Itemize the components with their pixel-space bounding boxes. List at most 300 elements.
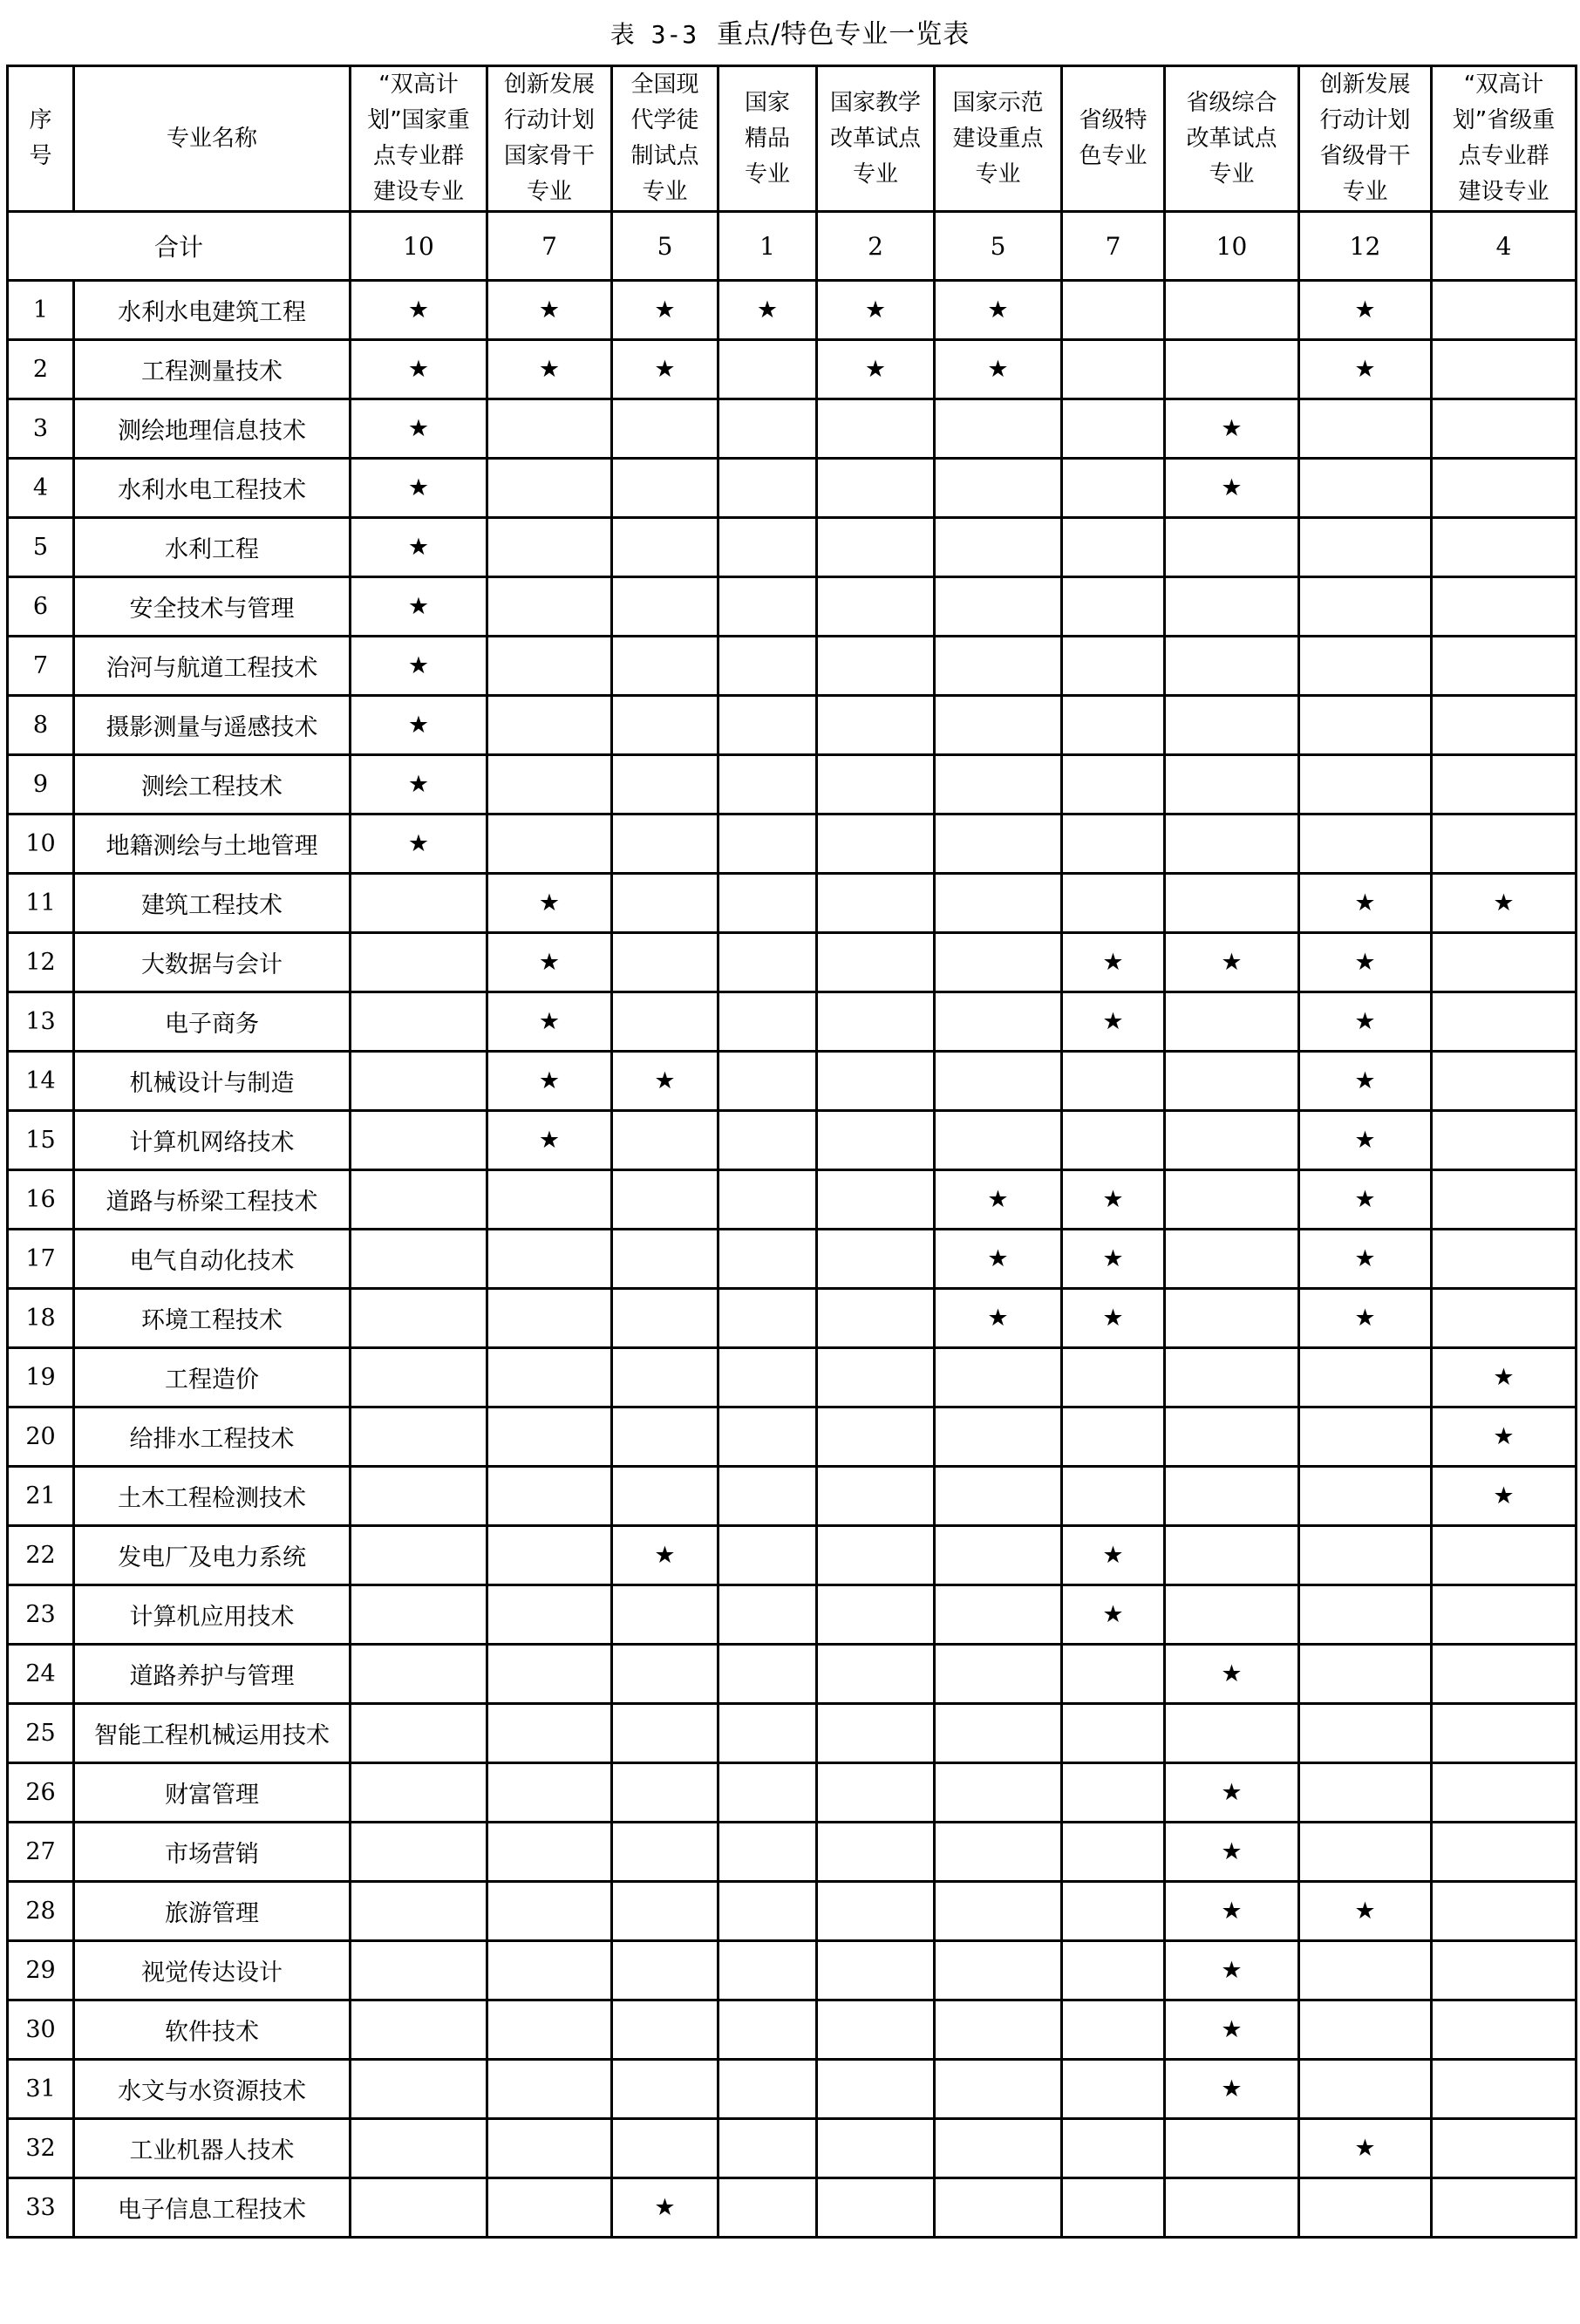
table-row xyxy=(8,1348,1577,1407)
star-icon: ★ xyxy=(1354,1898,1376,1925)
row-index: 31 xyxy=(8,2060,74,2119)
total-value: 12 xyxy=(1299,212,1432,281)
table-row xyxy=(8,1407,1577,1467)
row-index: 11 xyxy=(8,874,74,933)
mark-cell xyxy=(1432,1111,1577,1170)
major-name: 安全技术与管理 xyxy=(74,577,351,637)
mark-cell xyxy=(1165,874,1299,933)
table-row xyxy=(8,1704,1577,1763)
mark-cell xyxy=(1062,2119,1165,2178)
mark-cell xyxy=(1299,340,1432,399)
star-icon: ★ xyxy=(407,593,430,620)
table-row xyxy=(8,1526,1577,1585)
star-icon: ★ xyxy=(1221,415,1243,442)
star-icon: ★ xyxy=(1221,2075,1243,2103)
mark-cell xyxy=(487,518,612,577)
mark-cell xyxy=(817,1052,935,1111)
star-icon: ★ xyxy=(407,415,430,442)
header-line: 点专业群 xyxy=(1458,143,1549,169)
star-icon: ★ xyxy=(1354,889,1376,917)
table-row xyxy=(8,399,1577,459)
table-row xyxy=(8,2178,1577,2238)
mark-cell xyxy=(1165,1941,1299,2000)
total-value: 7 xyxy=(487,212,612,281)
mark-cell xyxy=(612,814,718,874)
star-icon: ★ xyxy=(1102,1601,1124,1628)
mark-cell xyxy=(1165,1348,1299,1407)
mark-cell xyxy=(1432,2178,1577,2238)
mark-cell xyxy=(935,1645,1062,1704)
mark-cell xyxy=(1299,1526,1432,1585)
mark-cell xyxy=(817,1823,935,1882)
mark-cell xyxy=(817,814,935,874)
header-index: 序 号 xyxy=(8,66,74,212)
mark-cell xyxy=(1432,1704,1577,1763)
mark-cell xyxy=(487,1882,612,1941)
star-icon: ★ xyxy=(1102,1186,1124,1213)
header-line: “双高计 xyxy=(378,72,459,98)
table-row xyxy=(8,281,1577,340)
mark-cell xyxy=(718,1585,817,1645)
row-index: 27 xyxy=(8,1823,74,1882)
mark-cell xyxy=(1299,1823,1432,1882)
major-name: 环境工程技术 xyxy=(74,1289,351,1348)
row-index: 33 xyxy=(8,2178,74,2238)
major-name: 旅游管理 xyxy=(74,1882,351,1941)
mark-cell xyxy=(351,1052,487,1111)
mark-cell xyxy=(487,2119,612,2178)
mark-cell xyxy=(1062,1941,1165,2000)
mark-cell xyxy=(1299,992,1432,1052)
mark-cell xyxy=(1165,1585,1299,1645)
mark-cell xyxy=(718,696,817,755)
mark-cell xyxy=(1062,518,1165,577)
mark-cell xyxy=(351,1882,487,1941)
header-line: 点专业群 xyxy=(372,143,464,169)
table-number: 表 3-3 xyxy=(610,20,698,49)
header-line: 专业 xyxy=(1209,160,1255,187)
header-line: 国家骨干 xyxy=(503,143,595,169)
mark-cell xyxy=(1062,1052,1165,1111)
mark-cell xyxy=(1432,1407,1577,1467)
table-row xyxy=(8,1645,1577,1704)
header-cat-4 xyxy=(718,66,817,212)
mark-cell xyxy=(1432,755,1577,814)
mark-cell xyxy=(1432,1467,1577,1526)
star-icon: ★ xyxy=(1493,1364,1515,1391)
header-line: 省级综合 xyxy=(1186,89,1277,116)
mark-cell xyxy=(935,874,1062,933)
mark-cell xyxy=(612,2178,718,2238)
star-icon: ★ xyxy=(1354,2135,1376,2162)
mark-cell xyxy=(1165,1052,1299,1111)
mark-cell xyxy=(935,518,1062,577)
mark-cell xyxy=(1062,1111,1165,1170)
mark-cell xyxy=(817,281,935,340)
mark-cell xyxy=(817,399,935,459)
major-name: 工程测量技术 xyxy=(74,340,351,399)
mark-cell xyxy=(1299,1230,1432,1289)
row-index: 13 xyxy=(8,992,74,1052)
mark-cell xyxy=(487,1941,612,2000)
star-icon: ★ xyxy=(1354,949,1376,976)
mark-cell xyxy=(935,2178,1062,2238)
mark-cell xyxy=(1165,1467,1299,1526)
major-name: 电气自动化技术 xyxy=(74,1230,351,1289)
mark-cell xyxy=(1165,2060,1299,2119)
mark-cell xyxy=(612,2060,718,2119)
total-value: 5 xyxy=(612,212,718,281)
mark-cell xyxy=(1299,1348,1432,1407)
mark-cell xyxy=(935,2000,1062,2060)
mark-cell xyxy=(817,1170,935,1230)
mark-cell xyxy=(351,1585,487,1645)
mark-cell xyxy=(817,459,935,518)
mark-cell xyxy=(1165,1230,1299,1289)
mark-cell xyxy=(487,992,612,1052)
star-icon: ★ xyxy=(1354,1008,1376,1035)
star-icon: ★ xyxy=(407,474,430,501)
mark-cell xyxy=(718,1348,817,1407)
mark-cell xyxy=(1165,340,1299,399)
mark-cell xyxy=(612,1230,718,1289)
mark-cell xyxy=(351,1704,487,1763)
mark-cell xyxy=(1299,2000,1432,2060)
table-row xyxy=(8,1170,1577,1230)
total-row xyxy=(8,212,1577,281)
mark-cell xyxy=(1062,814,1165,874)
mark-cell xyxy=(718,2119,817,2178)
header-cat-1 xyxy=(351,66,487,212)
mark-cell xyxy=(1062,874,1165,933)
row-index: 2 xyxy=(8,340,74,399)
mark-cell xyxy=(817,696,935,755)
mark-cell xyxy=(1165,399,1299,459)
mark-cell xyxy=(935,1289,1062,1348)
mark-cell xyxy=(612,696,718,755)
row-index: 24 xyxy=(8,1645,74,1704)
mark-cell xyxy=(817,2178,935,2238)
mark-cell xyxy=(351,874,487,933)
row-index: 30 xyxy=(8,2000,74,2060)
star-icon: ★ xyxy=(1354,1305,1376,1332)
table-row xyxy=(8,1941,1577,2000)
star-icon: ★ xyxy=(1102,1542,1124,1569)
mark-cell xyxy=(817,874,935,933)
mark-cell xyxy=(1432,814,1577,874)
mark-cell xyxy=(1299,1585,1432,1645)
mark-cell xyxy=(718,399,817,459)
mark-cell xyxy=(718,1645,817,1704)
major-name: 道路与桥梁工程技术 xyxy=(74,1170,351,1230)
mark-cell xyxy=(487,1230,612,1289)
mark-cell xyxy=(1299,755,1432,814)
mark-cell xyxy=(612,755,718,814)
major-name: 发电厂及电力系统 xyxy=(74,1526,351,1585)
mark-cell xyxy=(487,1407,612,1467)
major-name: 治河与航道工程技术 xyxy=(74,637,351,696)
mark-cell xyxy=(1299,459,1432,518)
mark-cell xyxy=(1432,2060,1577,2119)
major-name: 测绘工程技术 xyxy=(74,755,351,814)
mark-cell xyxy=(1432,1823,1577,1882)
mark-cell xyxy=(817,637,935,696)
mark-cell xyxy=(718,992,817,1052)
mark-cell xyxy=(1432,577,1577,637)
mark-cell xyxy=(1062,1882,1165,1941)
major-name: 地籍测绘与土地管理 xyxy=(74,814,351,874)
mark-cell xyxy=(612,399,718,459)
table-row xyxy=(8,874,1577,933)
mark-cell xyxy=(935,755,1062,814)
mark-cell xyxy=(1432,933,1577,992)
header-line: 创新发展 xyxy=(1319,72,1411,98)
star-icon: ★ xyxy=(987,356,1009,383)
mark-cell xyxy=(817,1704,935,1763)
major-name: 道路养护与管理 xyxy=(74,1645,351,1704)
mark-cell xyxy=(935,1704,1062,1763)
mark-cell xyxy=(351,1348,487,1407)
major-name: 摄影测量与遥感技术 xyxy=(74,696,351,755)
mark-cell xyxy=(351,2119,487,2178)
mark-cell xyxy=(1165,577,1299,637)
mark-cell xyxy=(351,340,487,399)
mark-cell xyxy=(1299,1645,1432,1704)
mark-cell xyxy=(817,1467,935,1526)
row-index: 16 xyxy=(8,1170,74,1230)
mark-cell xyxy=(1299,1170,1432,1230)
total-label: 合计 xyxy=(8,212,351,281)
star-icon: ★ xyxy=(1102,1245,1124,1272)
total-value: 5 xyxy=(935,212,1062,281)
mark-cell xyxy=(817,1941,935,2000)
major-name: 土木工程检测技术 xyxy=(74,1467,351,1526)
mark-cell xyxy=(1165,1823,1299,1882)
total-value: 1 xyxy=(718,212,817,281)
star-icon: ★ xyxy=(1354,1245,1376,1272)
mark-cell xyxy=(1299,874,1432,933)
mark-cell xyxy=(935,637,1062,696)
mark-cell xyxy=(1062,1289,1165,1348)
header-line: 改革试点 xyxy=(829,125,921,152)
row-index: 17 xyxy=(8,1230,74,1289)
mark-cell xyxy=(612,1407,718,1467)
mark-cell xyxy=(1299,1289,1432,1348)
mark-cell xyxy=(817,1585,935,1645)
mark-cell xyxy=(1299,2119,1432,2178)
mark-cell xyxy=(817,1289,935,1348)
mark-cell xyxy=(1062,1348,1165,1407)
mark-cell xyxy=(1165,1763,1299,1823)
mark-cell xyxy=(1299,518,1432,577)
mark-cell xyxy=(1165,755,1299,814)
mark-cell xyxy=(718,1407,817,1467)
mark-cell xyxy=(351,459,487,518)
header-name: 专业名称 xyxy=(74,66,351,212)
mark-cell xyxy=(1432,1230,1577,1289)
mark-cell xyxy=(1432,1941,1577,2000)
mark-cell xyxy=(351,2178,487,2238)
mark-cell xyxy=(718,2000,817,2060)
mark-cell xyxy=(487,1170,612,1230)
mark-cell xyxy=(1165,1526,1299,1585)
mark-cell xyxy=(1165,1407,1299,1467)
mark-cell xyxy=(1062,1407,1165,1467)
mark-cell xyxy=(487,1585,612,1645)
mark-cell xyxy=(1299,1704,1432,1763)
header-line: 省级骨干 xyxy=(1319,143,1411,169)
mark-cell xyxy=(935,2060,1062,2119)
star-icon: ★ xyxy=(1221,1660,1243,1687)
mark-cell xyxy=(1299,1111,1432,1170)
mark-cell xyxy=(817,340,935,399)
mark-cell xyxy=(351,992,487,1052)
star-icon: ★ xyxy=(1493,1482,1515,1510)
mark-cell xyxy=(351,1111,487,1170)
mark-cell xyxy=(612,1526,718,1585)
mark-cell xyxy=(612,1645,718,1704)
table-row xyxy=(8,1823,1577,1882)
mark-cell xyxy=(1062,696,1165,755)
mark-cell xyxy=(1062,1230,1165,1289)
header-line: 专业 xyxy=(744,160,790,187)
mark-cell xyxy=(351,1407,487,1467)
mark-cell xyxy=(718,814,817,874)
row-index: 4 xyxy=(8,459,74,518)
star-icon: ★ xyxy=(756,296,779,324)
majors-table xyxy=(6,65,1577,2239)
table-row xyxy=(8,1111,1577,1170)
star-icon: ★ xyxy=(1354,1186,1376,1213)
mark-cell xyxy=(612,518,718,577)
mark-cell xyxy=(1165,814,1299,874)
mark-cell xyxy=(351,2000,487,2060)
header-line: “双高计 xyxy=(1463,72,1544,98)
mark-cell xyxy=(487,1467,612,1526)
mark-cell xyxy=(1165,1645,1299,1704)
header-line: 划”国家重 xyxy=(367,107,470,133)
row-index: 8 xyxy=(8,696,74,755)
mark-cell xyxy=(718,1289,817,1348)
mark-cell xyxy=(718,1230,817,1289)
mark-cell xyxy=(612,1348,718,1407)
mark-cell xyxy=(487,1111,612,1170)
mark-cell xyxy=(1299,1052,1432,1111)
mark-cell xyxy=(487,1052,612,1111)
mark-cell xyxy=(487,1289,612,1348)
mark-cell xyxy=(612,1704,718,1763)
mark-cell xyxy=(718,577,817,637)
star-icon: ★ xyxy=(654,2194,676,2221)
mark-cell xyxy=(1299,399,1432,459)
star-icon: ★ xyxy=(407,712,430,739)
mark-cell xyxy=(487,696,612,755)
mark-cell xyxy=(817,1348,935,1407)
row-index: 21 xyxy=(8,1467,74,1526)
major-name: 大数据与会计 xyxy=(74,933,351,992)
mark-cell xyxy=(1432,399,1577,459)
mark-cell xyxy=(612,577,718,637)
row-index: 29 xyxy=(8,1941,74,2000)
mark-cell xyxy=(487,1823,612,1882)
major-name: 水利水电建筑工程 xyxy=(74,281,351,340)
star-icon: ★ xyxy=(987,1245,1009,1272)
star-icon: ★ xyxy=(407,830,430,857)
mark-cell xyxy=(935,696,1062,755)
mark-cell xyxy=(1062,1763,1165,1823)
mark-cell xyxy=(1062,459,1165,518)
mark-cell xyxy=(1432,1348,1577,1407)
major-name: 工业机器人技术 xyxy=(74,2119,351,2178)
row-index: 3 xyxy=(8,399,74,459)
mark-cell xyxy=(487,281,612,340)
total-value: 2 xyxy=(817,212,935,281)
mark-cell xyxy=(612,459,718,518)
star-icon: ★ xyxy=(1221,949,1243,976)
mark-cell xyxy=(1432,1289,1577,1348)
mark-cell xyxy=(1432,2119,1577,2178)
mark-cell xyxy=(1299,2178,1432,2238)
mark-cell xyxy=(718,1170,817,1230)
mark-cell xyxy=(1062,637,1165,696)
header-cat-9 xyxy=(1299,66,1432,212)
mark-cell xyxy=(351,2060,487,2119)
mark-cell xyxy=(817,2060,935,2119)
mark-cell xyxy=(935,992,1062,1052)
mark-cell xyxy=(817,518,935,577)
header-line: 代学徒 xyxy=(630,107,699,133)
mark-cell xyxy=(487,1763,612,1823)
mark-cell xyxy=(1062,340,1165,399)
major-name: 计算机网络技术 xyxy=(74,1111,351,1170)
table-row xyxy=(8,1467,1577,1526)
mark-cell xyxy=(1165,696,1299,755)
star-icon: ★ xyxy=(538,1127,561,1154)
mark-cell xyxy=(817,992,935,1052)
mark-cell xyxy=(1062,1704,1165,1763)
mark-cell xyxy=(1432,1763,1577,1823)
mark-cell xyxy=(1165,1111,1299,1170)
mark-cell xyxy=(612,2000,718,2060)
star-icon: ★ xyxy=(1221,2016,1243,2043)
star-icon: ★ xyxy=(538,949,561,976)
mark-cell xyxy=(935,1941,1062,2000)
mark-cell xyxy=(351,281,487,340)
mark-cell xyxy=(1165,637,1299,696)
mark-cell xyxy=(935,577,1062,637)
star-icon: ★ xyxy=(1102,1008,1124,1035)
mark-cell xyxy=(935,2119,1062,2178)
header-line: 国家 xyxy=(744,89,790,116)
mark-cell xyxy=(1299,1941,1432,2000)
mark-cell xyxy=(487,1526,612,1585)
header-line: 建设专业 xyxy=(372,179,464,205)
mark-cell xyxy=(935,1882,1062,1941)
star-icon: ★ xyxy=(407,771,430,798)
star-icon: ★ xyxy=(538,889,561,917)
mark-cell xyxy=(1299,696,1432,755)
mark-cell xyxy=(351,1526,487,1585)
star-icon: ★ xyxy=(1221,1779,1243,1806)
row-index: 15 xyxy=(8,1111,74,1170)
mark-cell xyxy=(935,459,1062,518)
star-icon: ★ xyxy=(654,296,676,324)
mark-cell xyxy=(1432,1585,1577,1645)
row-index: 25 xyxy=(8,1704,74,1763)
mark-cell xyxy=(612,874,718,933)
table-row xyxy=(8,2000,1577,2060)
star-icon: ★ xyxy=(654,1067,676,1094)
